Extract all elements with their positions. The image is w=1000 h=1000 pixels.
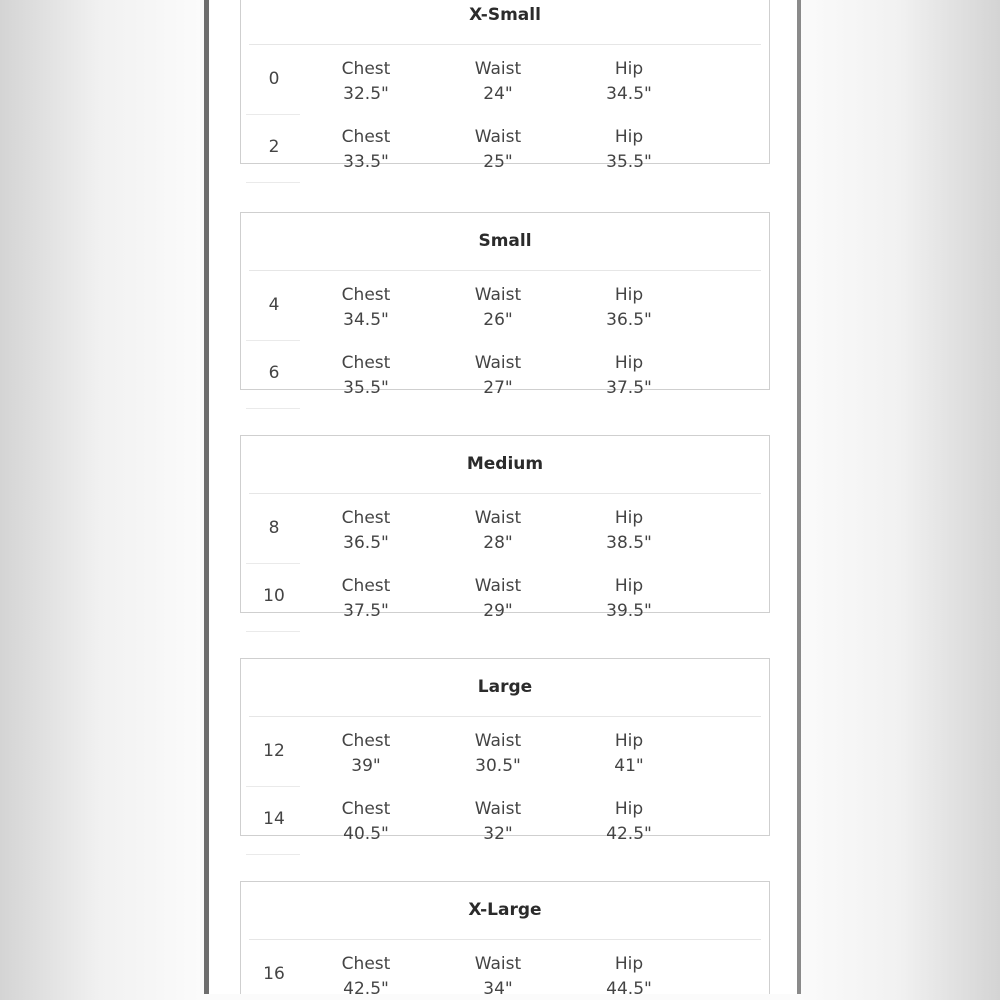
chest-measurement — [301, 283, 431, 333]
size-number: 8 — [268, 518, 280, 538]
waist-label: Waist — [474, 127, 522, 147]
size-group-title: Small — [478, 231, 532, 251]
table-row — [241, 787, 769, 855]
chest-measurement — [301, 729, 431, 779]
title-divider — [249, 939, 761, 940]
hip-label: Hip — [614, 59, 644, 79]
waist-value: 24" — [483, 84, 513, 104]
chest-label: Chest — [341, 731, 391, 751]
waist-value: 34" — [483, 979, 513, 994]
hip-value: 41" — [614, 756, 644, 776]
size-chart-panel — [204, 0, 801, 994]
chest-value: 32.5" — [343, 84, 389, 104]
size-group-x-small — [240, 0, 770, 172]
size-number: 14 — [263, 809, 285, 829]
hip-value: 39.5" — [606, 601, 652, 621]
row-divider — [246, 182, 300, 183]
waist-measurement — [433, 729, 563, 779]
hip-value: 42.5" — [606, 824, 652, 844]
hip-measurement — [564, 797, 694, 847]
waist-value: 25" — [483, 152, 513, 172]
waist-label: Waist — [474, 799, 522, 819]
chest-measurement — [301, 351, 431, 401]
table-row — [241, 496, 769, 564]
title-divider — [249, 716, 761, 717]
chest-label: Chest — [341, 954, 391, 974]
waist-value: 27" — [483, 378, 513, 398]
size-group-small — [240, 212, 770, 398]
chest-value: 40.5" — [343, 824, 389, 844]
size-number: 10 — [263, 586, 285, 606]
size-group-x-large — [240, 881, 770, 994]
waist-value: 29" — [483, 601, 513, 621]
title-divider — [249, 270, 761, 271]
waist-label: Waist — [474, 508, 522, 528]
size-number: 2 — [268, 137, 280, 157]
hip-measurement — [564, 729, 694, 779]
waist-measurement — [433, 797, 563, 847]
size-group-large — [240, 658, 770, 844]
waist-label: Waist — [474, 59, 522, 79]
hip-label: Hip — [614, 799, 644, 819]
hip-value: 38.5" — [606, 533, 652, 553]
size-group-title: X-Small — [469, 5, 541, 25]
hip-value: 35.5" — [606, 152, 652, 172]
hip-value: 37.5" — [606, 378, 652, 398]
hip-label: Hip — [614, 954, 644, 974]
hip-label: Hip — [614, 127, 644, 147]
waist-measurement — [433, 952, 563, 994]
waist-label: Waist — [474, 285, 522, 305]
waist-label: Waist — [474, 731, 522, 751]
waist-label: Waist — [474, 353, 522, 373]
hip-label: Hip — [614, 285, 644, 305]
table-row — [241, 273, 769, 341]
chest-label: Chest — [341, 799, 391, 819]
hip-value: 34.5" — [606, 84, 652, 104]
size-number: 0 — [268, 69, 280, 89]
size-number: 6 — [268, 363, 280, 383]
chest-measurement — [301, 952, 431, 994]
size-group-title: Medium — [466, 454, 544, 474]
hip-measurement — [564, 506, 694, 556]
chest-value: 33.5" — [343, 152, 389, 172]
table-row — [241, 341, 769, 409]
size-group-title: Large — [477, 677, 533, 697]
waist-measurement — [433, 574, 563, 624]
chest-value: 34.5" — [343, 310, 389, 330]
waist-measurement — [433, 283, 563, 333]
waist-value: 26" — [483, 310, 513, 330]
hip-label: Hip — [614, 508, 644, 528]
hip-measurement — [564, 283, 694, 333]
chest-measurement — [301, 506, 431, 556]
title-divider — [249, 493, 761, 494]
hip-value: 36.5" — [606, 310, 652, 330]
hip-label: Hip — [614, 576, 644, 596]
table-row — [241, 719, 769, 787]
size-group-title: X-Large — [468, 900, 542, 920]
chest-measurement — [301, 57, 431, 107]
chest-value: 35.5" — [343, 378, 389, 398]
hip-measurement — [564, 574, 694, 624]
chest-measurement — [301, 125, 431, 175]
chest-label: Chest — [341, 353, 391, 373]
hip-measurement — [564, 57, 694, 107]
chest-measurement — [301, 797, 431, 847]
table-row — [241, 115, 769, 183]
waist-measurement — [433, 125, 563, 175]
waist-value: 30.5" — [475, 756, 521, 776]
title-divider — [249, 44, 761, 45]
waist-value: 32" — [483, 824, 513, 844]
waist-measurement — [433, 57, 563, 107]
waist-value: 28" — [483, 533, 513, 553]
chest-label: Chest — [341, 508, 391, 528]
hip-measurement — [564, 351, 694, 401]
hip-value: 44.5" — [606, 979, 652, 994]
hip-label: Hip — [614, 353, 644, 373]
chest-value: 42.5" — [343, 979, 389, 994]
row-divider — [246, 854, 300, 855]
size-number: 12 — [263, 741, 285, 761]
chest-measurement — [301, 574, 431, 624]
chest-label: Chest — [341, 127, 391, 147]
size-number: 4 — [268, 295, 280, 315]
chest-value: 37.5" — [343, 601, 389, 621]
row-divider — [246, 408, 300, 409]
chest-label: Chest — [341, 285, 391, 305]
chest-label: Chest — [341, 576, 391, 596]
table-row — [241, 47, 769, 115]
size-number: 16 — [263, 964, 285, 984]
table-row — [241, 942, 769, 994]
waist-label: Waist — [474, 576, 522, 596]
table-row — [241, 564, 769, 632]
waist-label: Waist — [474, 954, 522, 974]
row-divider — [246, 631, 300, 632]
hip-label: Hip — [614, 731, 644, 751]
chest-value: 36.5" — [343, 533, 389, 553]
waist-measurement — [433, 506, 563, 556]
waist-measurement — [433, 351, 563, 401]
chest-value: 39" — [351, 756, 381, 776]
size-group-medium — [240, 435, 770, 621]
hip-measurement — [564, 125, 694, 175]
chest-label: Chest — [341, 59, 391, 79]
hip-measurement — [564, 952, 694, 994]
